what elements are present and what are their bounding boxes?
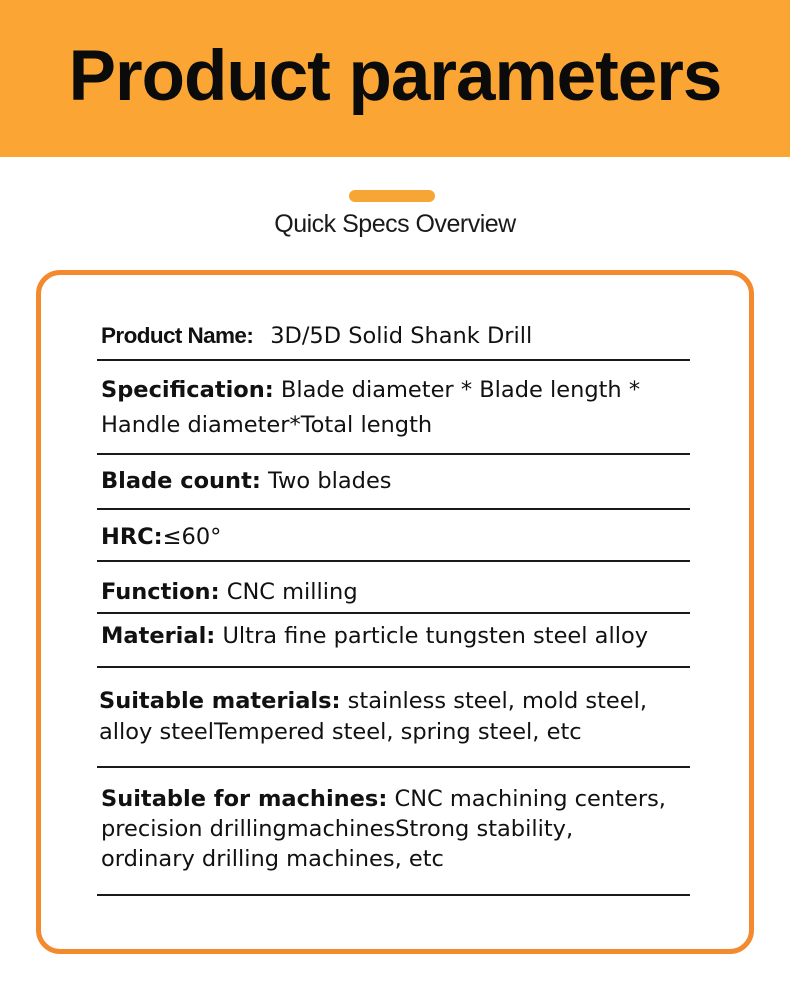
- spec-value: ≤60°: [162, 524, 222, 550]
- subtitle: Quick Specs Overview: [274, 210, 516, 238]
- spec-value-continued: precision drillingmachinesStrong stability,: [101, 816, 574, 842]
- spec-value: Two blades: [260, 468, 392, 494]
- spec-value-continued: ordinary drilling machines, etc: [101, 846, 444, 872]
- spec-label: Product Name:: [101, 323, 254, 348]
- spec-value-continued: Handle diameter*Total length: [101, 412, 433, 438]
- spec-value: CNC machining centers,: [387, 786, 666, 812]
- spec-value-continued: alloy steelTempered steel, spring steel, etc: [99, 719, 582, 745]
- spec-label: Specification:: [101, 377, 274, 403]
- spec-row-suitable-materials: [97, 668, 690, 768]
- spec-label: Suitable materials:: [99, 688, 341, 714]
- spec-row-product-name: [97, 318, 690, 361]
- accent-bar: [349, 190, 435, 202]
- spec-value: CNC milling: [219, 579, 358, 605]
- spec-value: Ultra fine particle tungsten steel alloy: [215, 623, 649, 649]
- spec-value: Blade diameter * Blade length *: [273, 377, 641, 403]
- spec-row-specification: [97, 361, 690, 455]
- spec-row-blade-count: [97, 455, 690, 510]
- spec-label: HRC:: [101, 524, 163, 550]
- spec-row-hrc: [97, 510, 690, 562]
- spec-label: Suitable for machines:: [101, 786, 388, 812]
- page-title: Product parameters: [68, 37, 722, 116]
- spec-label: Blade count:: [101, 468, 261, 494]
- spec-value: 3D/5D Solid Shank Drill: [270, 323, 533, 349]
- spec-row-function: [97, 562, 690, 614]
- spec-row-suitable-machines: [97, 768, 690, 896]
- spec-label: Material:: [101, 623, 216, 649]
- spec-value: stainless steel, mold steel,: [340, 688, 648, 714]
- spec-row-material: [97, 614, 690, 668]
- spec-label: Function:: [101, 579, 220, 605]
